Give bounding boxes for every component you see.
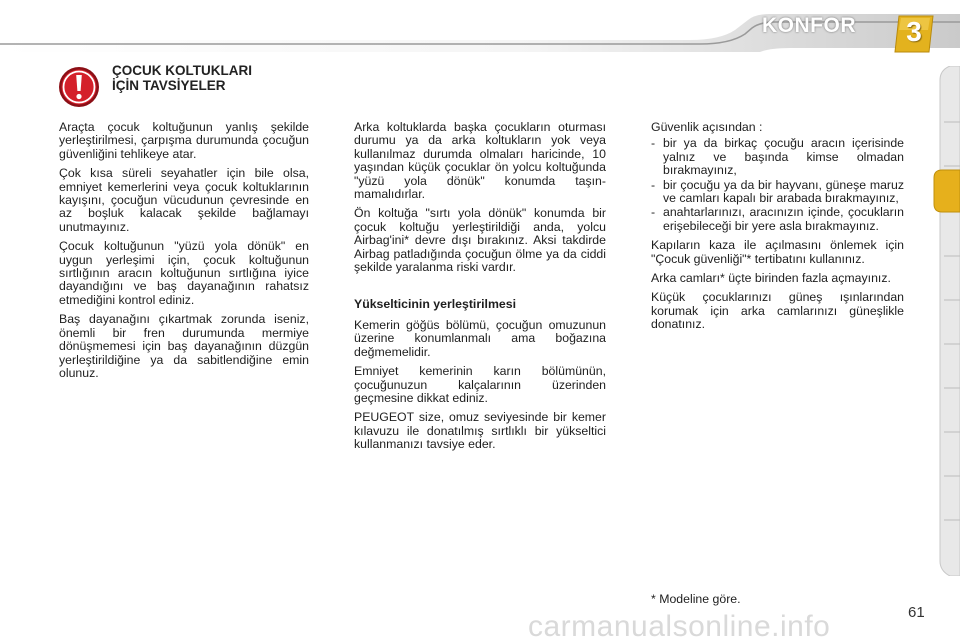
paragraph: Çocuk koltuğunun "yüzü yola dönük" en uygun yerleşimi için, çocuk koltuğunun sırtlığının aracın koltuğunun sırtlığına iyice dayandığını ve baş dayanağının rahatsız etmediğini kontrol ediniz. xyxy=(59,239,309,307)
paragraph: Araçta çocuk koltuğunun yanlış şekilde yerleştirilmesi, çarpışma durumunda çocuğun güvenliğini tehlikeye atar. xyxy=(59,120,309,161)
footnote: * Modeline göre. xyxy=(651,592,741,606)
paragraph: Arka camları* üçte birinden fazla açmayınız. xyxy=(651,271,891,286)
paragraph: Arka koltuklarda başka çocukların oturması durumu ya da arka koltukların yok veya kullanılmaz durumda olmaları haricinde, 10 yaşından küçük çocuklar ön yolcu koltuğunda "yüzü yola dönük" konumda taşınmamalıdırlar. xyxy=(354,120,606,202)
paragraph: Kapıların kaza ile açılmasını önlemek için "Çocuk güvenliği"* tertibatını kullanınız. xyxy=(651,238,904,266)
section-title xyxy=(112,63,252,93)
paragraph: Çok kısa süreli seyahatler için bile olsa, emniyet kemerlerini veya çocuk koltuklarının kayışını, çocuğun vücudunun çevresinde en az boşluk kalacak şekilde bağlamayı unutmayınız. xyxy=(59,166,309,234)
paragraph: Baş dayanağını çıkartmak zorunda iseniz, önemli bir fren durumunda mermiye dönüşmemesi için baş dayanağının düzgün yerleştirildiğine ya da sabitlendiğine emin olunuz. xyxy=(59,312,309,380)
list-item: - bir çocuğu ya da bir hayvanı, güneşe maruz ve camları kapalı bir arabada bırakmayınız, xyxy=(651,179,904,206)
subheading: Yükselticinin yerleştirilmesi xyxy=(354,297,516,312)
section-title-line1: ÇOCUK KOLTUKLARI xyxy=(112,63,252,78)
paragraph: Emniyet kemerinin karın bölümünün, çocuğunuzun kalçalarının üzerinden geçmesine dikkat ediniz. xyxy=(354,364,606,405)
safety-list xyxy=(651,137,904,233)
text-column-1 xyxy=(59,121,309,386)
page-number: 61 xyxy=(908,604,925,621)
list-item: - anahtarlarınızı, aracınızın içinde, çocukların erişebileceği bir yere asla bırakmayınız. xyxy=(651,206,904,233)
text-column-3 xyxy=(651,121,904,338)
paragraph: PEUGEOT size, omuz seviyesinde bir kemer kılavuzu ile donatılmış sırtlıklı bir yükseltici kullanmanızı tavsiye eder. xyxy=(354,410,606,452)
paragraph: Küçük çocuklarınızı güneş ışınlarından korumak için arka camlarınızı güneşlikle donatınız. xyxy=(651,290,904,332)
chapter-tab-strip xyxy=(926,66,960,576)
chapter-number: 3 xyxy=(906,16,922,47)
chapter-title: KONFOR xyxy=(762,14,856,37)
list-intro: Güvenlik açısından : xyxy=(651,120,763,134)
paragraph: Ön koltuğa "sırtı yola dönük" konumda bir çocuk koltuğu yerleştirildiği anda, yolcu Airbag'ini* devre dışı bırakınız. Aksi takdirde Airbag patladığında çocuğun ölme ya da ciddi şekilde yaralanma riski vardır. xyxy=(354,206,606,275)
exclamation-icon xyxy=(58,66,100,108)
section-title-line2: İÇİN TAVSİYELER xyxy=(112,78,226,93)
watermark: carmanualsonline.info xyxy=(528,610,831,640)
list-item: - bir ya da birkaç çocuğu aracın içerisinde yalnız ve başında kimse olmadan bırakmayınız, xyxy=(651,137,904,177)
paragraph: Kemerin göğüs bölümü, çocuğun omuzunun üzerine konumlanmalı ama boğazına değmemelidir. xyxy=(354,317,606,359)
text-column-2 xyxy=(354,121,606,458)
